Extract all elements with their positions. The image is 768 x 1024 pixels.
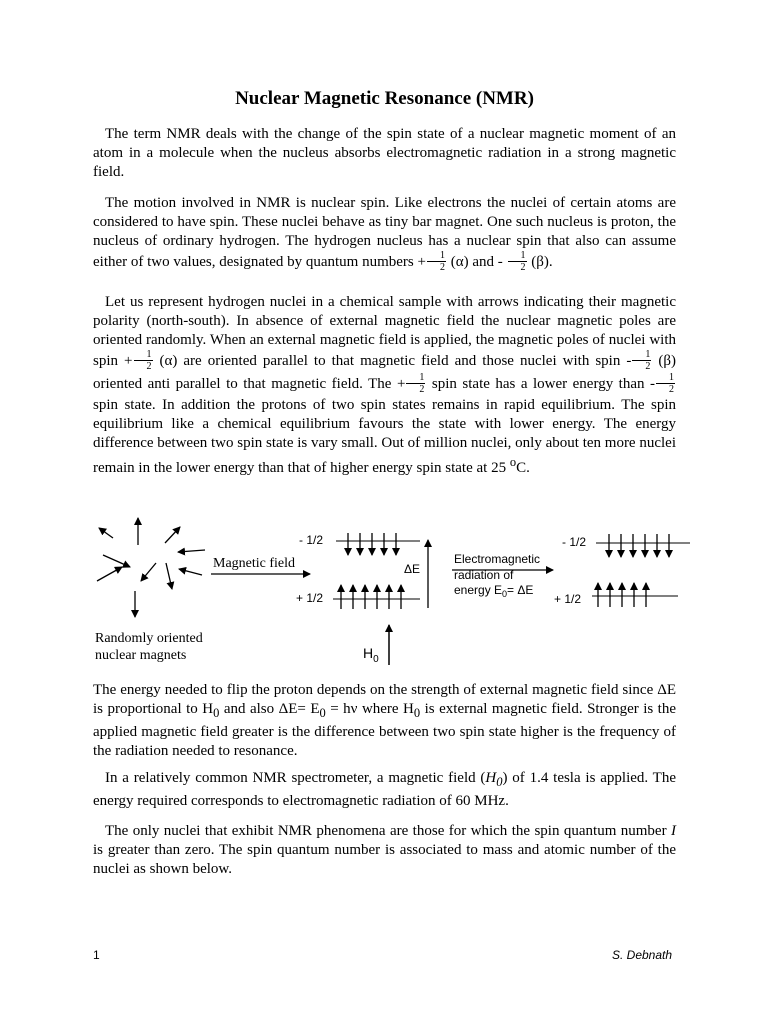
paragraph-nmr-definition xyxy=(93,125,676,182)
random-magnets xyxy=(97,518,205,617)
plus-half-label-2: + 1/2 xyxy=(554,592,582,606)
minus-half-label-1: - 1/2 xyxy=(299,533,324,547)
random-label-line1: Randomly oriented xyxy=(95,631,203,646)
paragraph-text: The motion involved in NMR is nuclear spin. Like electrons the nuclei of certain atoms are considered to have spin. These nuclei behave as tiny bar magnet. One such nucleus is proton, the nucleus of ordinary hydrogen. The hydrogen nucleus has a nuclear spin that also can assume either of two values, designated by quantum numbers + $\frac{1}{2}$ (α) and - $\frac{1}{2}$ (β). xyxy=(93,195,676,273)
fraction-one-half: $\frac{1}{2}$ xyxy=(134,349,153,372)
down-arrows-2 xyxy=(609,534,669,557)
em-label-line3: energy $E_0= \Delta E$ xyxy=(454,583,534,599)
fraction-one-half: $\frac{1}{2}$ xyxy=(508,250,527,273)
h0-label: $H_0$ xyxy=(363,645,379,665)
spin-state-diagram xyxy=(0,515,768,665)
paragraph-text: The only nuclei that exhibit NMR phenomena are those for which the spin quantum number I is greater than zero. The spin quantum number is associated to mass and atomic number of the nuclei as shown below. xyxy=(93,823,676,877)
minus-half-label-2: - 1/2 xyxy=(562,535,587,549)
paragraph-spin-orientation xyxy=(93,293,676,478)
delta-e-label: ΔE xyxy=(404,562,421,576)
paragraph-energy-flip xyxy=(93,681,676,761)
paragraph-nuclear-spin xyxy=(93,194,676,274)
fraction-one-half: $\frac{1}{2}$ xyxy=(406,372,425,395)
paragraph-spin-quantum xyxy=(93,822,676,879)
fraction-one-half: $\frac{1}{2}$ xyxy=(656,372,675,395)
paragraph-text: Let us represent hydrogen nuclei in a chemical sample with arrows indicating their magnetic polarity (north-south). In absence of external magnetic field the nuclear magnetic poles are oriented randomly. When an external magnetic field is applied, the magnetic poles of nuclei with spin + $\frac{1}{2}$ (α) are oriented parallel to that magnetic field and those nuclei with spin - $\frac{1}{2}$ (β) oriented anti parallel to that magnetic field. The + $\frac{1}{2}$ spin state has a lower energy than - $\frac{1}{2}$ spin state. In addition the protons of two spin states remains in rapid equilibrium. The spin equilibrium like a chemical equilibrium favours the state with lower energy. The energy difference between two spin state is vary small. Out of million nuclei, only about ten more nuclei remain in the lower energy than that of higher energy spin state at 25 $^o$C. xyxy=(93,294,677,476)
em-label-line1: Electromagnetic xyxy=(454,552,541,566)
down-arrows-1 xyxy=(348,533,396,555)
author-name: S. Debnath xyxy=(612,948,673,962)
fraction-one-half: $\frac{1}{2}$ xyxy=(632,349,651,372)
em-label-line2: radiation of xyxy=(454,568,514,582)
paragraph-text: The term NMR deals with the change of the spin state of a nuclear magnetic moment of an atom in a molecule when the nucleus absorbs electromagnetic radiation in a strong magnetic field. xyxy=(93,126,676,180)
fraction-one-half: $\frac{1}{2}$ xyxy=(427,250,446,273)
page-title: Nuclear Magnetic Resonance (NMR) xyxy=(235,88,534,109)
up-arrows-2 xyxy=(598,583,646,607)
paragraph-text: The energy needed to flip the proton depends on the strength of external magnetic field since ΔE is proportional to $H_0$ and also $\Delta E= E_0 = h\nu$ where $H_0$ is external magnetic field. Stronger is the applied magnetic field greater is the difference between two spin state higher is the frequency of the radiation needed to resonance. xyxy=(93,682,677,759)
random-label-line2: nuclear magnets xyxy=(95,648,187,663)
page-number: 1 xyxy=(93,948,100,962)
up-arrows-1 xyxy=(341,585,401,609)
plus-half-label-1: + 1/2 xyxy=(296,591,324,605)
magnetic-field-label: Magnetic field xyxy=(213,556,296,571)
paragraph-spectrometer xyxy=(93,769,676,811)
paragraph-text: In a relatively common NMR spectrometer, a magnetic field $(H_0)$ of 1.4 tesla is applied. The energy required corresponds to electromagnetic radiation of 60 MHz. xyxy=(93,770,676,809)
